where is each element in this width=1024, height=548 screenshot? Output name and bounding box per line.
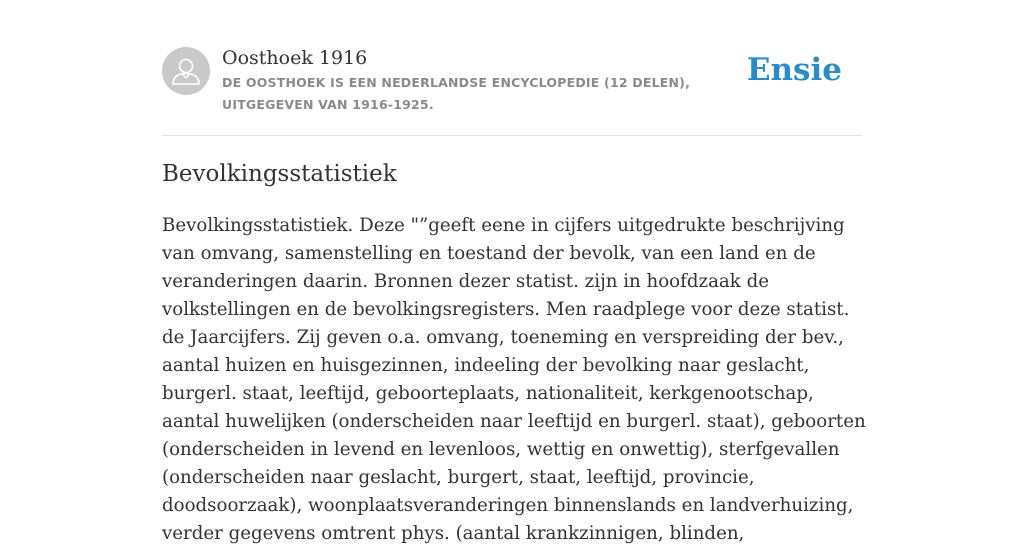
ensie-logo[interactable]: Ensie xyxy=(746,52,842,88)
article-title: Bevolkingsstatistiek xyxy=(162,161,397,187)
article-body: Bevolkingsstatistiek. Deze "”geeft eene in cijfers uitgedrukte beschrijving van omvang, samenstelling en toestand der bevolk, van een land en de veranderingen daarin. Bronnen dezer statist. zijn in hoofdzaak de volkstellingen en de bevolkingsregisters. Men raadplege voor deze statist. de Jaarcijfers. Zij geven o.a. omvang, toeneming en verspreiding der bev., aantal huizen en huisgezinnen, indeeling der bevolking naar geslacht, burgerl. staat, leeftijd, geboorteplaats, nationaliteit, kerkgenootschap, aantal huwelijken (onderscheiden naar leeftijd en burgerl. staat), geboorten (onderscheiden in levend en levenloos, wettig en onwettig), sterfgevallen (onderscheiden naar geslacht, burgert, staat, leeftijd, provincie, doodsoorzaak), woonplaatsveranderingen binnenslands en landverhuizing, verder gegevens omtrent phys. (aantal krankzinnigen, blinden, xyxy=(162,215,866,544)
user-placeholder-icon xyxy=(162,47,210,95)
source-header xyxy=(162,46,862,116)
divider xyxy=(162,135,862,136)
source-description: DE OOSTHOEK IS EEN NEDERLANDSE ENCYCLOPEDIE (12 DELEN), UITGEGEVEN VAN 1916-1925. xyxy=(222,75,691,112)
source-title[interactable]: Oosthoek 1916 xyxy=(222,47,368,69)
